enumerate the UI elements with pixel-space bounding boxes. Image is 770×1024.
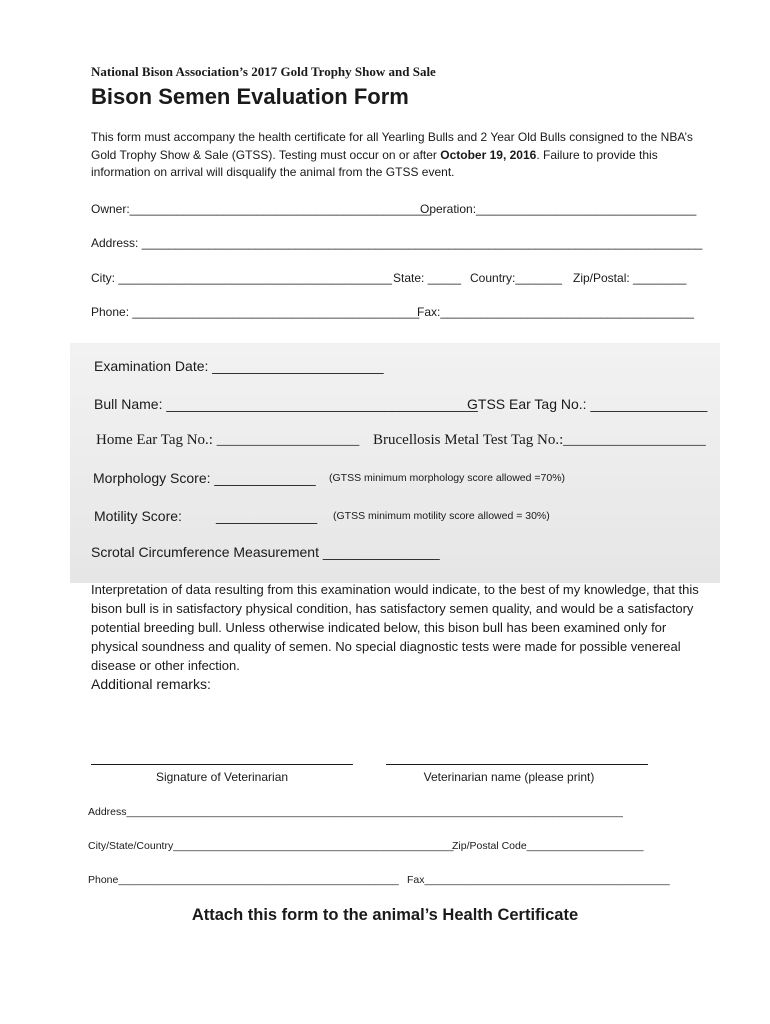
vet-name-label: Veterinarian name (please print) — [423, 770, 595, 784]
motility-score-field[interactable]: _____________ — [216, 508, 318, 524]
phone-field[interactable]: Phone: ___________________________________________ — [91, 305, 420, 319]
fax-field[interactable]: Fax:______________________________________ — [417, 305, 694, 319]
brucellosis-tag-field[interactable]: Brucellosis Metal Test Tag No.:___________________ — [373, 432, 706, 448]
intro-paragraph — [91, 129, 711, 182]
motility-score-label: Motility Score: — [94, 508, 182, 524]
intro-date: October 19, 2016 — [440, 147, 537, 162]
home-ear-tag-field[interactable]: Home Ear Tag No.: ___________________ — [96, 432, 360, 448]
vet-city-field[interactable]: City/State/Country________________________________________________ — [88, 840, 454, 852]
bull-name-field[interactable]: Bull Name: ________________________________________ — [94, 396, 478, 412]
motility-note: (GTSS minimum motility score allowed = 30%) — [333, 510, 550, 522]
morphology-score-field[interactable]: Morphology Score: _____________ — [93, 470, 316, 486]
vet-zip-field[interactable]: Zip/Postal Code____________________ — [452, 840, 644, 852]
state-field[interactable]: State: _____ — [393, 271, 462, 285]
interpretation-paragraph: Interpretation of data resulting from this examination would indicate, to the best of my knowledge, that this bison bull is in satisfactory physical condition, has satisfactory semen quality, and would be a satisfactory potential breeding bull. Unless otherwise indicated below, this bison bull has been examined only for physical soundness and quality of semen. No special diagnostic tests were made for possible venereal disease or other infection. — [91, 582, 699, 673]
signature-label: Signature of Veterinarian — [155, 770, 289, 784]
owner-field[interactable]: Owner:_____________________________________________ — [91, 202, 430, 216]
scrotal-circumference-field[interactable]: Scrotal Circumference Measurement _______________ — [91, 544, 440, 560]
morphology-note: (GTSS minimum morphology score allowed =70%) — [329, 472, 566, 484]
zip-field[interactable]: Zip/Postal: ________ — [573, 271, 687, 285]
attach-instruction: Attach this form to the animal’s Health Certificate — [191, 906, 579, 924]
vet-name-line[interactable] — [386, 764, 648, 765]
vet-address-field[interactable]: Address_____________________________________________________________________________________ — [88, 806, 623, 818]
intro-text-end: . Failure to provide this information on arrival will disqualify the animal from the GTSS event. — [91, 147, 658, 179]
vet-fax-field[interactable]: Fax__________________________________________ — [407, 874, 670, 886]
page-title: Bison Semen Evaluation Form — [91, 84, 409, 109]
intro-text-start: This form must accompany the health certificate for all Yearling Bulls and 2 Year Old Bulls consigned to the NBA’s Gold Trophy Show & Sale (GTSS). Testing must occur on or after — [91, 130, 693, 162]
vet-phone-field[interactable]: Phone________________________________________________ — [88, 874, 399, 886]
exam-date-field[interactable]: Examination Date: ______________________ — [94, 358, 384, 374]
gtss-ear-tag-field[interactable]: GTSS Ear Tag No.: _______________ — [467, 396, 708, 412]
city-field[interactable]: City: _________________________________________ — [91, 271, 392, 285]
country-field[interactable]: Country:_______ — [470, 271, 563, 285]
signature-line[interactable] — [91, 764, 353, 765]
operation-field[interactable]: Operation:_________________________________ — [420, 202, 697, 216]
event-title: National Bison Association’s 2017 Gold Trophy Show and Sale — [91, 64, 436, 79]
address-field[interactable]: Address: ____________________________________________________________________________________ — [91, 236, 703, 250]
additional-remarks-label: Additional remarks: — [91, 676, 211, 692]
